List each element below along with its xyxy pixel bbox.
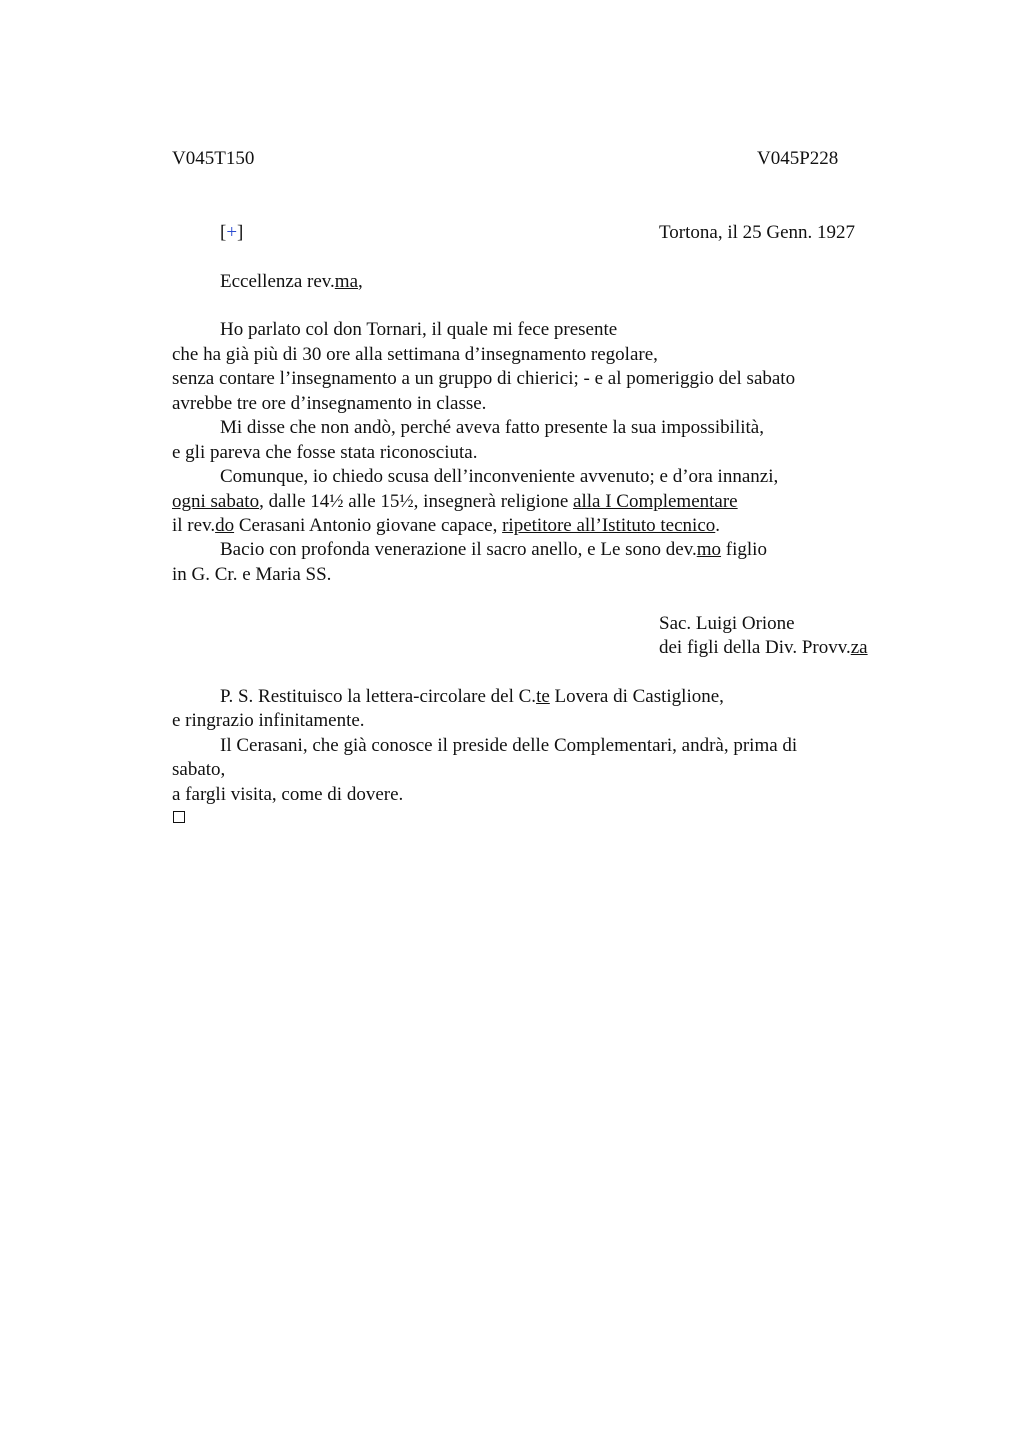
postscript-line-4: sabato, [172, 759, 226, 780]
postscript-text: P. S. Restituisco la lettera-circolare del C. [220, 686, 537, 707]
body-text: il rev. [172, 515, 216, 536]
document-code-left: V045T150 [172, 148, 255, 169]
body-line-3: senza contare l’insegnamento a un gruppo di chierici; - e al pomeriggio del sabato [172, 368, 796, 389]
cross-icon: + [226, 222, 238, 243]
body-text: Cerasani Antonio giovane capace, [234, 515, 503, 536]
postscript-line-2: e ringrazio infinitamente. [172, 710, 365, 731]
bracket-close: ] [237, 222, 244, 243]
signature-text: dei figli della Div. Provv. [659, 637, 851, 658]
abbrev-superscript: mo [696, 539, 722, 560]
body-line-6: e gli pareva che fosse stata riconosciuta. [172, 442, 478, 463]
postscript-line-1 [220, 685, 724, 709]
body-line-10 [220, 538, 767, 562]
postscript-line-3: Il Cerasani, che già conosce il preside delle Complementari, andrà, prima di [220, 735, 798, 756]
body-text: . [715, 515, 721, 536]
underlined-phrase: ripetitore all’Istituto tecnico [502, 515, 716, 536]
cross-symbol [220, 221, 243, 245]
body-text: , dalle 14½ alle 15½, insegnerà religione [259, 491, 574, 512]
salutation [220, 270, 363, 294]
abbrev-superscript: te [536, 686, 550, 707]
salutation-abbrev: ma [334, 271, 359, 292]
abbrev-superscript: do [215, 515, 235, 536]
body-line-1: Ho parlato col don Tornari, il quale mi fece presente [220, 319, 618, 340]
abbrev-superscript: za [850, 637, 868, 658]
underlined-phrase: ogni sabato [172, 491, 260, 512]
document-code-right: V045P228 [757, 148, 839, 169]
underlined-phrase: alla I Complementare [573, 491, 738, 512]
body-line-11: in G. Cr. e Maria SS. [172, 564, 332, 585]
salutation-end: , [358, 271, 363, 292]
body-line-7: Comunque, io chiedo scusa dell’inconveniente avvenuto; e d’ora innanzi, [220, 466, 779, 487]
signature-line-2 [659, 636, 868, 660]
body-line-9 [172, 514, 720, 538]
postscript-line-5: a fargli visita, come di dovere. [172, 784, 404, 805]
body-line-5: Mi disse che non andò, perché aveva fatto presente la sua impossibilità, [220, 417, 764, 438]
bracket-open: [ [220, 222, 227, 243]
body-text: figlio [721, 539, 767, 560]
body-line-8 [172, 490, 738, 514]
end-box-icon [173, 811, 185, 823]
salutation-text: Eccellenza rev. [220, 271, 335, 292]
body-line-2: che ha già più di 30 ore alla settimana d’insegnamento regolare, [172, 344, 658, 365]
place-date: Tortona, il 25 Genn. 1927 [659, 222, 856, 243]
body-line-4: avrebbe tre ore d’insegnamento in classe. [172, 393, 487, 414]
signature-name: Sac. Luigi Orione [659, 613, 795, 634]
body-text: Bacio con profonda venerazione il sacro anello, e Le sono dev. [220, 539, 697, 560]
postscript-text: Lovera di Castiglione, [549, 686, 724, 707]
